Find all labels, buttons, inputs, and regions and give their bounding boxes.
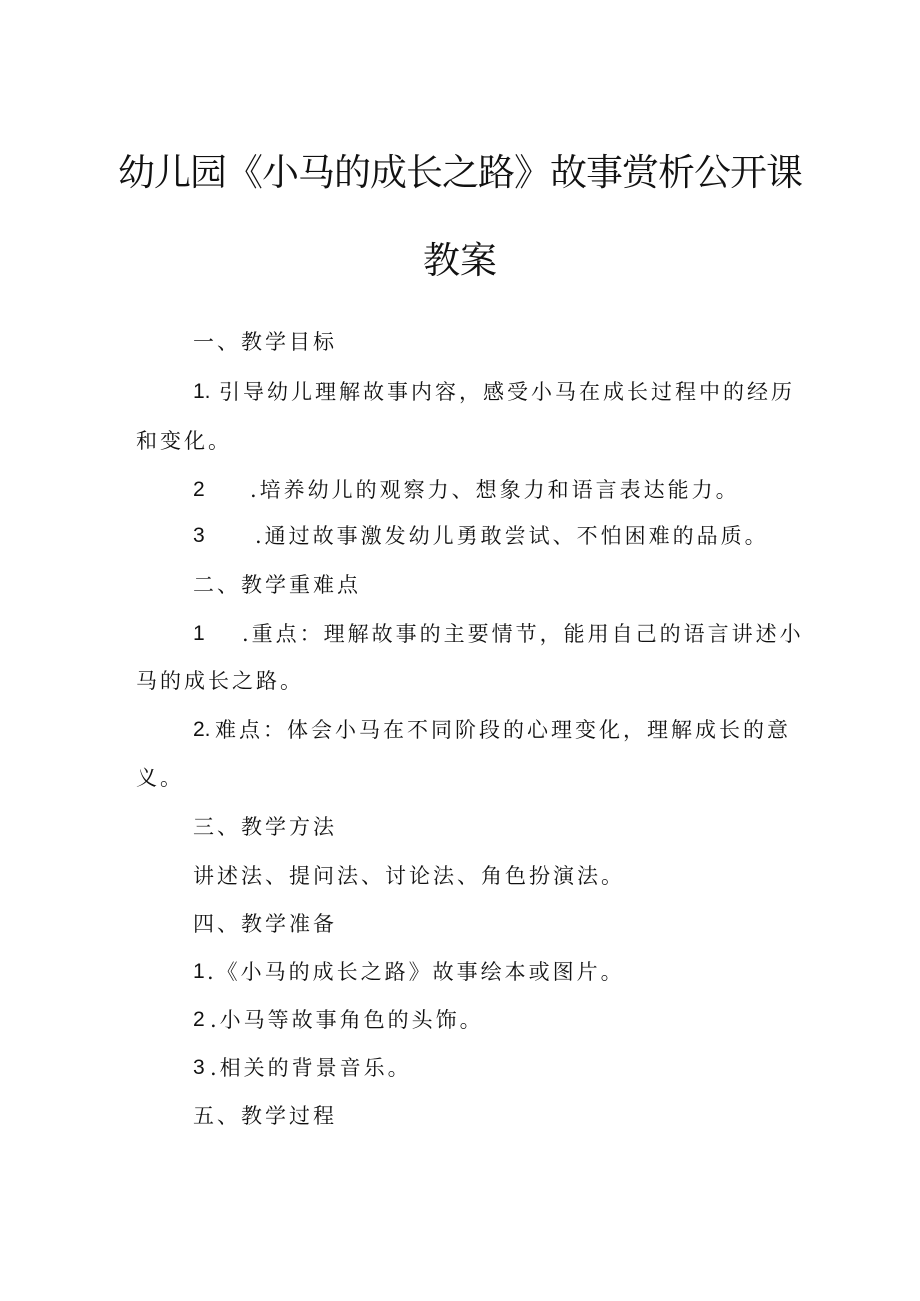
section1-heading: 一、教学目标 (193, 330, 337, 354)
section4-item3-text: .相关的背景音乐。 (210, 1056, 412, 1080)
section2-item1-number: 1 (193, 622, 205, 645)
section4-item3-number: 3 (193, 1056, 205, 1079)
section1-item1-text: 引导幼儿理解故事内容，感受小马在成长过程中的经历 (219, 380, 795, 404)
section1-item1-number: 1. (193, 380, 211, 403)
section4-item2-number: 2 (193, 1008, 205, 1031)
section1-item3-text: .通过故事激发幼儿勇敢尝试、不怕困难的品质。 (255, 524, 769, 548)
section4-item1-text: .《小马的成长之路》故事绘本或图片。 (207, 960, 625, 984)
section4-item2-text: .小马等故事角色的头饰。 (210, 1008, 484, 1032)
section1-item2-number: 2 (193, 478, 205, 501)
document-title-line2: 教案 (423, 239, 497, 282)
section1-item1-text-cont: 和变化。 (136, 429, 232, 453)
section1-item2-text: .培养幼儿的观察力、想象力和语言表达能力。 (250, 478, 740, 502)
section3-text: 讲述法、提问法、讨论法、角色扮演法。 (193, 864, 625, 888)
section4-item1-number: 1 (193, 960, 205, 983)
section4-heading: 四、教学准备 (193, 912, 337, 936)
section2-item2-number: 2. (193, 718, 211, 741)
section3-heading: 三、教学方法 (193, 815, 337, 839)
section5-heading: 五、教学过程 (193, 1104, 337, 1128)
document-title-line1: 幼儿园《小马的成长之路》故事赏析公开课 (118, 151, 802, 194)
section2-item2-text: 难点：体会小马在不同阶段的心理变化，理解成长的意 (215, 718, 791, 742)
section1-item3-number: 3 (193, 524, 205, 547)
section2-item1-text: .重点：理解故事的主要情节，能用自己的语言讲述小 (242, 622, 804, 646)
section2-heading: 二、教学重难点 (193, 573, 361, 597)
section2-item1-text-cont: 马的成长之路。 (136, 669, 304, 693)
section2-item2-text-cont: 义。 (136, 766, 184, 790)
